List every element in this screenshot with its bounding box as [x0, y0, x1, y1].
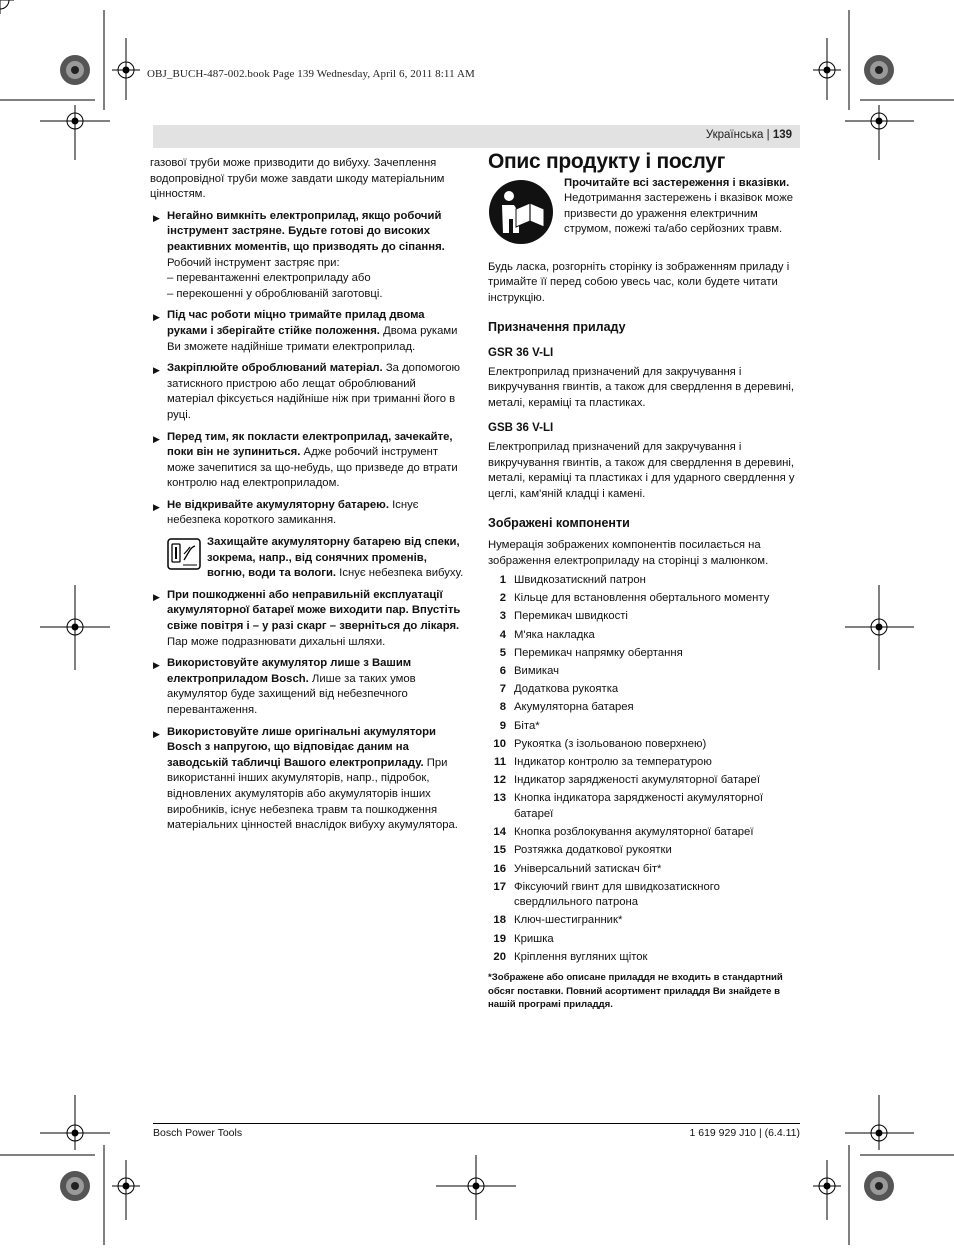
component-number: 2: [499, 592, 506, 605]
component-number: 11: [494, 755, 506, 768]
component-item: [488, 862, 800, 878]
component-number: 7: [499, 683, 506, 696]
bullet-arrow-icon: ▶: [153, 591, 160, 602]
component-item: [488, 628, 800, 644]
component-label: Ключ-шестигранник*: [514, 914, 623, 927]
component-label: Вимикач: [514, 665, 560, 678]
safety-item-bold: При пошкодженні або неправильній експлуатації акумуляторної батареї може виходити пар. Впустіть свіже повітря і – у разі скарг – зверніться до лікаря.: [167, 588, 461, 633]
component-label: Акумуляторна батарея: [514, 701, 634, 714]
component-item: [488, 880, 800, 911]
component-item: [488, 609, 800, 625]
safety-subitem: – перекошенні у оброблюваній заготовці.: [167, 287, 383, 300]
safety-item: [150, 308, 465, 355]
bullet-arrow-icon: ▶: [153, 312, 160, 323]
component-item: [488, 791, 800, 822]
bullet-arrow-icon: ▶: [153, 728, 160, 739]
bullet-arrow-icon: ▶: [153, 660, 160, 671]
component-label: Перемикач швидкості: [514, 610, 628, 623]
component-number: 5: [499, 646, 506, 659]
safety-item: [150, 656, 465, 718]
component-number: 14: [493, 826, 506, 839]
component-label: Кріплення вугляних щіток: [514, 950, 648, 963]
bullet-arrow-icon: ▶: [153, 365, 160, 376]
component-item: [488, 755, 800, 771]
safety-item-text: При використанні інших акумуляторів, напр., підробок, відновлених акумуляторів або акумуляторів інших виробників, існує небезпека травм та пошкодження матеріальних цінностей внаслідок вибуху акумулятора.: [167, 756, 458, 832]
safety-item-bold: Використовуйте акумулятор лише з Вашим електроприладом Bosch.: [167, 657, 412, 685]
safety-item-text: Пар може подразнювати дихальні шляхи.: [167, 635, 386, 648]
component-item: [488, 646, 800, 662]
safety-item: [150, 361, 465, 423]
component-item: [488, 932, 800, 948]
safety-item-text: Лише за таких умов акумулятор буде захищений від небезпечного перевантаження.: [167, 672, 416, 716]
intro-paragraph: Будь ласка, розгорніть сторінку із зображенням приладу і тримайте її перед собою увесь час, коли будете читати інструкцію.: [488, 260, 790, 304]
page-header: [153, 125, 800, 148]
component-item: [488, 737, 800, 753]
component-label: М'яка накладка: [514, 628, 595, 641]
component-number: 8: [499, 701, 506, 714]
read-instructions-notice: [488, 176, 800, 258]
battery-heat-warning-icon: [167, 538, 201, 570]
component-label: Швидкозатискний патрон: [514, 574, 646, 587]
safety-item: [150, 588, 465, 650]
read-notice-text: Недотримання застережень і вказівок може призвести до ураження електричним струмом, пожежі та/або серйозних травм.: [564, 192, 794, 236]
safety-item-bold: Не відкривайте акумуляторну батарею.: [167, 498, 389, 511]
component-number: 19: [493, 932, 506, 945]
component-number: 4: [499, 628, 506, 641]
model-gsb: GSB 36 V-LI: [488, 422, 554, 435]
safety-item: [150, 498, 465, 529]
component-item: [488, 773, 800, 789]
safety-item-text: Існує небезпека вибуху.: [336, 567, 464, 580]
safety-item-bold: Перед тим, як покласти електроприлад, зачекайте, поки він не зупиниться.: [167, 430, 453, 459]
section-title: Опис продукту і послуг: [488, 150, 726, 173]
safety-item-bold: Під час роботи міцно тримайте прилад двома руками і зберігайте стійке положення.: [167, 309, 425, 337]
bullet-arrow-icon: ▶: [153, 433, 160, 444]
component-item: [488, 913, 800, 929]
component-label: Розтяжка додаткової рукоятки: [514, 844, 672, 857]
safety-item-text: За допомогою затискного пристрою або лещат оброблюваний матеріал фіксується надійніше ніж при триманні його в руці.: [167, 362, 461, 421]
component-number: 16: [493, 862, 506, 875]
safety-item: [150, 725, 465, 834]
language-label: Українська: [705, 129, 764, 141]
read-manual-icon: [488, 179, 554, 245]
bullet-arrow-icon: ▶: [153, 212, 160, 223]
component-label: Кришка: [514, 932, 554, 945]
component-label: Кільце для встановлення обертального моменту: [514, 592, 770, 605]
model-gsr: GSR 36 V-LI: [488, 346, 554, 359]
component-number: 6: [499, 665, 506, 678]
component-number: 18: [493, 914, 506, 927]
safety-item-text: Двома руками Ви зможете надійніше тримати електроприлад.: [167, 324, 458, 353]
component-item: [488, 825, 800, 841]
purpose-heading: Призначення приладу: [488, 320, 626, 335]
print-slug: OBJ_BUCH-487-002.book Page 139 Wednesday, April 6, 2011 8:11 AM: [147, 68, 475, 80]
safety-item-text: Існує небезпека короткого замикання.: [167, 498, 419, 527]
header-language: [706, 129, 792, 141]
footer-doc-number: 1 619 929 J10 | (6.4.11): [689, 1127, 800, 1139]
safety-item: [150, 430, 465, 492]
safety-item-bold: Використовуйте лише оригінальні акумулятори Bosch з напругою, що відповідає даним на заводській табличці Вашого електроприладу.: [167, 725, 436, 769]
component-label: Кнопка індикатора зарядженості акумуляторної батареї: [514, 792, 764, 820]
component-label: Рукоятка (з ізольованою поверхнею): [514, 737, 707, 750]
continued-text: газової труби може призводити до вибуху. Зачеплення водопровідної труби може завдати шкоду матеріальним цінностям.: [150, 157, 445, 201]
component-label: Перемикач напрямку обертання: [514, 646, 683, 659]
right-column: [488, 150, 800, 1022]
component-item: [488, 719, 800, 735]
component-number: 15: [493, 844, 506, 857]
safety-item-bold: Закріплюйте оброблюваний матеріал.: [167, 362, 383, 375]
component-label: Індикатор контролю за температурою: [514, 755, 712, 768]
header-separator: |: [766, 129, 770, 141]
component-label: Індикатор зарядженості акумуляторної батареї: [514, 774, 760, 787]
component-label: Додаткова рукоятка: [514, 683, 619, 696]
component-item: [488, 664, 800, 680]
components-heading: Зображені компоненти: [488, 516, 630, 531]
bullet-arrow-icon: ▶: [153, 501, 160, 512]
component-number: 17: [493, 880, 506, 893]
component-item: [488, 591, 800, 607]
components-intro: Нумерація зображених компонентів посилається на зображення електроприладу на сторінці з малюнком.: [488, 538, 769, 567]
component-number: 12: [493, 774, 506, 787]
component-item: [488, 700, 800, 716]
gsr-description: Електроприлад призначений для закручування і викручування гвинтів, а також для свердлення в деревині, металі, кераміці та пластиках.: [488, 365, 795, 409]
component-number: 9: [499, 719, 506, 732]
component-label: Біта*: [514, 719, 540, 732]
component-number: 20: [493, 950, 506, 963]
footnote: *Зображене або описане приладдя не входить в стандартний обсяг поставки. Повний асортимент приладдя Ви знайдете в нашій програмі приладдя.: [488, 972, 783, 1011]
component-label: Фіксуючий гвинт для швидкозатискного свердлильного патрона: [514, 880, 720, 909]
heat-warning: [150, 535, 465, 582]
component-item: [488, 573, 800, 589]
component-item: [488, 682, 800, 698]
left-column: [150, 156, 465, 834]
read-notice-bold: Прочитайте всі застереження і вказівки.: [564, 176, 790, 189]
component-label: Кнопка розблокування акумуляторної батареї: [514, 826, 754, 839]
component-number: 13: [493, 792, 506, 805]
safety-item: [150, 209, 465, 303]
component-item: [488, 950, 800, 966]
component-number: 3: [499, 610, 506, 623]
gsb-description: Електроприлад призначений для закручування і викручування гвинтів, а також для свердлення в деревині, металі, кераміці та пластиках і для ударного свердлення у цеглі, кам'яній кладці і камені.: [488, 440, 795, 500]
component-item: [488, 843, 800, 859]
safety-item-bold: Захищайте акумуляторну батарею від спеки, зокрема, напр., від сонячних променів, вогню, води та вологи.: [207, 536, 460, 580]
footer-rule: [153, 1123, 800, 1124]
safety-subitem: – перевантаженні електроприладу або: [167, 272, 371, 285]
safety-item-bold: Негайно вимкніть електроприлад, якщо робочий інструмент застряне. Будьте готові до високих реактивних моментів, що призводять до сіпання.: [167, 209, 445, 253]
components-list: [488, 573, 800, 965]
component-label: Універсальний затискач біт*: [514, 862, 662, 875]
component-number: 1: [499, 574, 506, 587]
component-number: 10: [493, 737, 506, 750]
page-number: 139: [772, 129, 792, 141]
safety-item-text: Робочий інструмент застряє при:: [167, 256, 340, 269]
footer-brand: Bosch Power Tools: [153, 1127, 243, 1139]
safety-item-text: Адже робочий інструмент може зачепитися за що-небудь, що призведе до втрати контролю над електроприладом.: [167, 446, 458, 490]
